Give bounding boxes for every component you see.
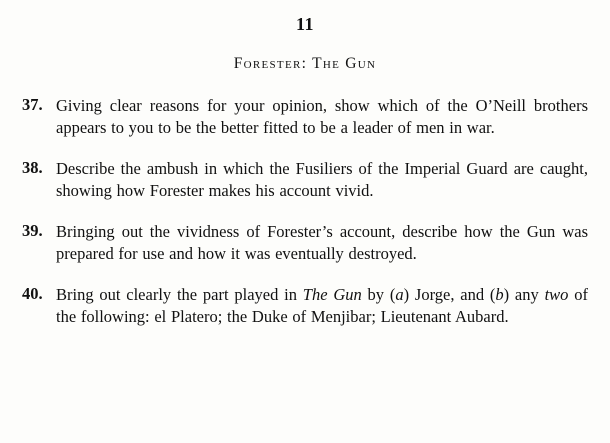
question-text-segment: Giving clear reasons for your opinion, show which of the O’Neill brothers appears to you to be the better fitted to be a leader of men in war. xyxy=(56,96,588,137)
question-text-segment: by ( xyxy=(361,284,396,304)
question-text xyxy=(56,221,588,265)
question-text-segment: ) any xyxy=(503,284,545,304)
question-text-segment: Describe the ambush in which the Fusiliers of the Imperial Guard are caught, showing how Forester makes his account vivid. xyxy=(56,158,588,200)
question-item xyxy=(22,158,588,202)
page-number: 11 xyxy=(295,14,314,34)
question-text-emphasis: two xyxy=(544,284,569,304)
question-item xyxy=(22,95,588,139)
question-number: 40. xyxy=(22,283,43,303)
question-text-segment: ) Jorge, and ( xyxy=(403,284,496,304)
question-number: 39. xyxy=(22,220,43,240)
question-text-emphasis: a xyxy=(395,284,404,304)
question-item xyxy=(22,284,588,328)
question-item xyxy=(22,221,588,265)
question-text-emphasis: The Gun xyxy=(302,284,362,304)
question-number: 38. xyxy=(22,157,43,177)
question-text-segment: Bring out clearly the part played in xyxy=(56,284,303,304)
question-number: 37. xyxy=(22,95,43,114)
question-text xyxy=(56,284,588,328)
question-text-emphasis: b xyxy=(495,284,504,304)
question-list xyxy=(22,95,588,328)
question-text-segment: Bringing out the vividness of Forester’s account, describe how the Gun was prepared for use and how it was eventually destroyed. xyxy=(56,221,588,263)
question-text xyxy=(56,158,588,202)
running-head: Forester: The Gun xyxy=(233,55,377,72)
question-text-segment: of the following: el Platero; the Duke of Menjibar; Lieutenant Aubard. xyxy=(56,284,588,326)
question-text xyxy=(56,95,588,139)
